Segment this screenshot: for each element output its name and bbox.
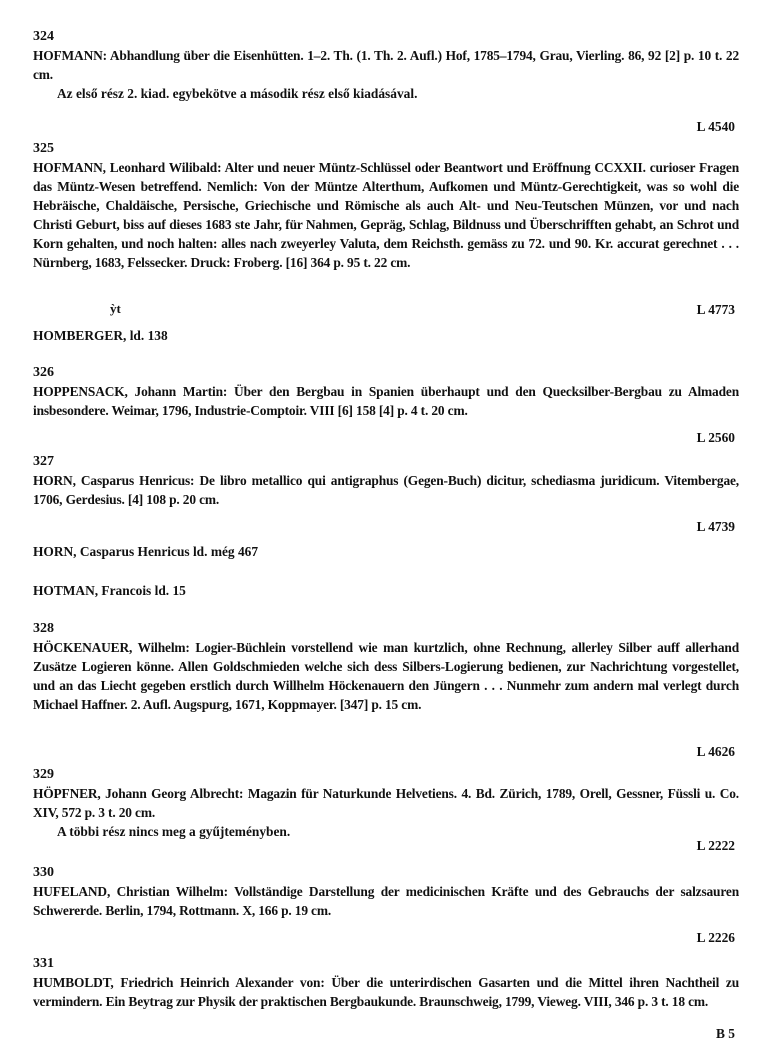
entry-330 (33, 864, 739, 920)
entry-325 (33, 140, 739, 272)
shelfmark-326: L 2560 (696, 430, 735, 445)
entry-number: 324 (33, 29, 54, 44)
shelfmark-331: B 5 (716, 1026, 735, 1041)
entry-text: HUMBOLDT, Friedrich Heinrich Alexander von: Über die unterirdischen Gasarten und die Mittel ihren Nachtheil zu vermindern. Ein Beytrag zur Physik der praktischen Bergbaukunde. Braunschweig, 1799, Vieweg. VIII, 346 p. 3 t. 18 cm. (33, 975, 739, 1009)
entry-328 (33, 620, 739, 714)
cross-reference-hotman: HOTMAN, Francois ld. 15 (33, 583, 186, 598)
entry-text: HÖCKENAUER, Wilhelm: Logier-Büchlein vorstellend wie man kurtzlich, ohne Rechnung, allerley Silber auff allerhand Zusätze Logieren könne. Allen Goldschmieden welche sich dess Silbers-Logierung bedienen, zur Nachrichtung vorgestellet, und an das Liecht gegeben erstlich durch Willhelm Höckenauern den Jüngern . . . Nunmehr zum andern mal verlegt durch Michael Haffner. 2. Aufl. Augspurg, 1671, Koppmayer. [347] p. 15 cm. (33, 640, 739, 712)
entry-number: 326 (33, 365, 54, 380)
shelfmark-324: L 4540 (696, 119, 735, 134)
marginal-mark: ỳt (110, 301, 121, 316)
entry-number: 330 (33, 865, 54, 880)
entry-number: 327 (33, 454, 54, 469)
entry-text: HOFMANN, Leonhard Wilibald: Alter und neuer Müntz-Schlüssel oder Beantwort und Eröffnung CCXXII. curioser Fragen das Müntz-Wesen betreffend. Nemlich: Von der Müntze Alterthum, Aufkomen und Müntz-Gerechtigkeit, was so wohl die Hebräische, Chaldäische, Persische, Griechische und Römische als auch Alt- und Neu-Teutschen Münzen, vor und nach Christi Geburt, biss auf dieses 1683 ste Jahr, für Nahmen, Gepräg, Schlag, Bildnuss und Überschrifften gehabt, an Schrot und Korn gehalten, und noch halten: alles nach zweyerley Valuta, dem Reichsth. gemäss zu 72. und 90. Kr. accurat gerechnet . . . Nürnberg, 1683, Felssecker. Druck: Froberg. [16] 364 p. 95 t. 22 cm. (33, 160, 739, 270)
entry-note: Az első rész 2. kiad. egybekötve a második rész első kiadásával. (57, 86, 418, 101)
shelfmark-328: L 4626 (696, 744, 735, 759)
entry-331 (33, 955, 739, 1011)
entry-327 (33, 453, 739, 509)
shelfmark-330: L 2226 (696, 930, 735, 945)
entry-text: HÖPFNER, Johann Georg Albrecht: Magazin für Naturkunde Helvetiens. 4. Bd. Zürich, 1789, Orell, Gessner, Füssli u. Co. XIV, 572 p. 3 t. 20 cm. (33, 786, 739, 820)
entry-text: HOPPENSACK, Johann Martin: Über den Bergbau in Spanien überhaupt und den Quecksilber-Bergbau zu Almaden insbesondere. Weimar, 1796, Industrie-Comptoir. VIII [6] 158 [4] p. 4 t. 20 cm. (33, 384, 739, 418)
entry-number: 328 (33, 621, 54, 636)
shelfmark-327: L 4739 (696, 519, 735, 534)
entry-326 (33, 364, 739, 420)
cross-reference-horn: HORN, Casparus Henricus ld. még 467 (33, 544, 259, 559)
entry-text: HORN, Casparus Henricus: De libro metallico qui antigraphus (Gegen-Buch) dicitur, schediasma juridicum. Vitembergae, 1706, Gerdesius. [4] 108 p. 20 cm. (33, 473, 739, 507)
entry-text: HUFELAND, Christian Wilhelm: Vollständige Darstellung der medicinischen Kräfte und des Gebrauchs der salzsauren Schwererde. Berlin, 1794, Rottmann. X, 166 p. 19 cm. (33, 884, 739, 918)
entry-number: 331 (33, 956, 54, 971)
entry-text: HOFMANN: Abhandlung über die Eisenhütten. 1–2. Th. (1. Th. 2. Aufl.) Hof, 1785–1794, Grau, Vierling. 86, 92 [2] p. 10 t. 22 cm. (33, 48, 739, 82)
entry-note: A többi rész nincs meg a gyűjteményben. (57, 824, 291, 839)
entry-329 (33, 766, 739, 841)
entry-number: 329 (33, 767, 54, 782)
shelfmark-329: L 2222 (696, 838, 735, 853)
cross-reference-homberger: HOMBERGER, ld. 138 (33, 328, 168, 343)
shelfmark-325: L 4773 (696, 302, 735, 317)
entry-324 (33, 28, 739, 103)
entry-number: 325 (33, 141, 54, 156)
